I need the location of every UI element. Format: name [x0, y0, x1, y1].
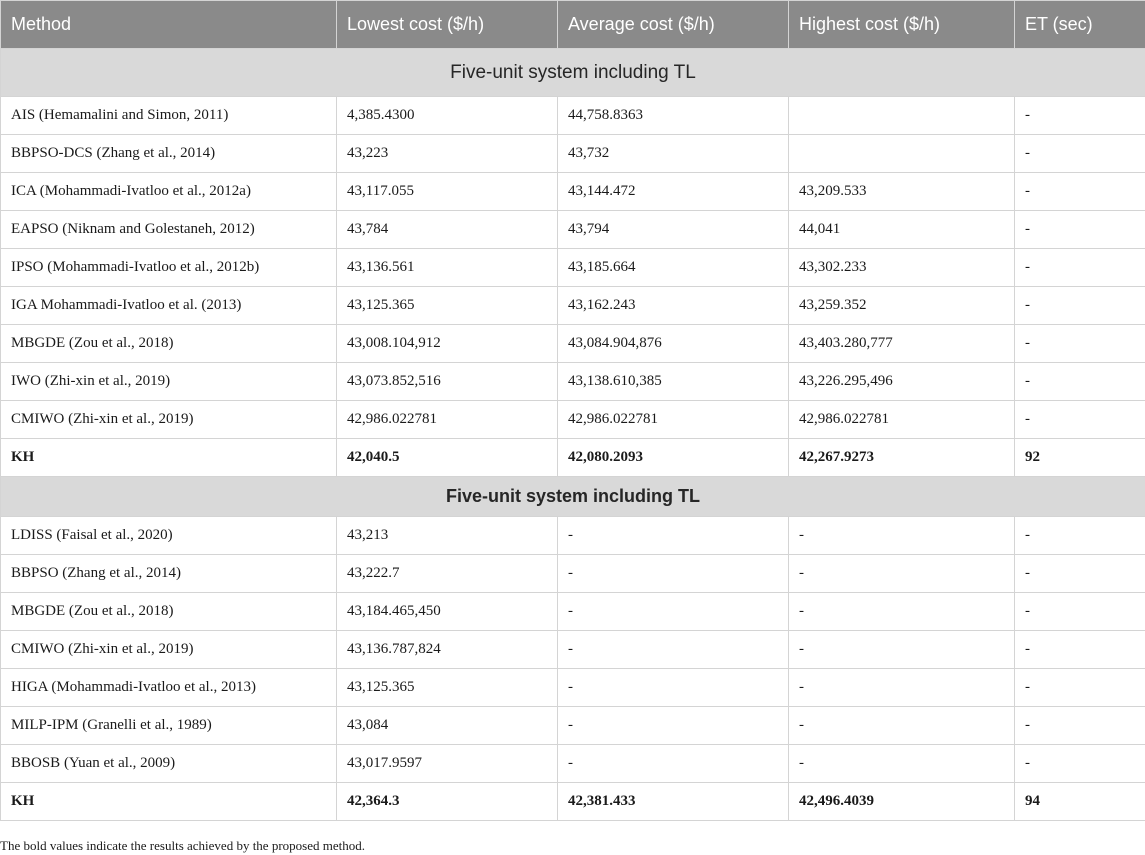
highest-cost-cell [789, 135, 1015, 173]
header-method: Method [1, 1, 337, 49]
table-header-row [1, 1, 1145, 49]
highest-cost-cell: 43,209.533 [789, 173, 1015, 211]
average-cost-cell: - [558, 631, 789, 669]
header-highest-cost: Highest cost ($/h) [789, 1, 1015, 49]
highest-cost-cell [789, 97, 1015, 135]
average-cost-cell: - [558, 669, 789, 707]
method-cell: AIS (Hemamalini and Simon, 2011) [1, 97, 337, 135]
average-cost-cell: 43,138.610,385 [558, 363, 789, 401]
highest-cost-cell: 42,496.4039 [789, 783, 1015, 821]
table-row [1, 249, 1145, 287]
average-cost-cell: 43,732 [558, 135, 789, 173]
header-et: ET (sec) [1015, 1, 1145, 49]
highest-cost-cell: 43,259.352 [789, 287, 1015, 325]
highest-cost-cell: - [789, 517, 1015, 555]
header-lowest-cost: Lowest cost ($/h) [337, 1, 558, 49]
highest-cost-cell: 42,986.022781 [789, 401, 1015, 439]
highest-cost-cell: 44,041 [789, 211, 1015, 249]
lowest-cost-cell: 43,008.104,912 [337, 325, 558, 363]
highest-cost-cell: 43,403.280,777 [789, 325, 1015, 363]
average-cost-cell: 43,162.243 [558, 287, 789, 325]
table-row [1, 707, 1145, 745]
average-cost-cell: 43,084.904,876 [558, 325, 789, 363]
table-row [1, 517, 1145, 555]
method-cell: EAPSO (Niknam and Golestaneh, 2012) [1, 211, 337, 249]
lowest-cost-cell: 43,136.787,824 [337, 631, 558, 669]
method-cell: MBGDE (Zou et al., 2018) [1, 325, 337, 363]
table-row [1, 745, 1145, 783]
et-cell: - [1015, 211, 1145, 249]
method-cell: BBPSO (Zhang et al., 2014) [1, 555, 337, 593]
table-row [1, 211, 1145, 249]
lowest-cost-cell: 43,136.561 [337, 249, 558, 287]
highest-cost-cell: - [789, 669, 1015, 707]
et-cell: - [1015, 401, 1145, 439]
et-cell: - [1015, 249, 1145, 287]
method-cell: IWO (Zhi-xin et al., 2019) [1, 363, 337, 401]
average-cost-cell: 42,381.433 [558, 783, 789, 821]
section-title: Five-unit system including TL [1, 49, 1145, 97]
et-cell: - [1015, 707, 1145, 745]
method-cell: BBPSO-DCS (Zhang et al., 2014) [1, 135, 337, 173]
section-header-row [1, 49, 1145, 97]
table-row [1, 631, 1145, 669]
et-cell: - [1015, 517, 1145, 555]
method-cell: IPSO (Mohammadi-Ivatloo et al., 2012b) [1, 249, 337, 287]
method-cell: LDISS (Faisal et al., 2020) [1, 517, 337, 555]
method-cell: KH [1, 783, 337, 821]
lowest-cost-cell: 43,223 [337, 135, 558, 173]
et-cell: - [1015, 745, 1145, 783]
table-row [1, 401, 1145, 439]
section-header-row [1, 477, 1145, 517]
method-cell: KH [1, 439, 337, 477]
table-row [1, 593, 1145, 631]
method-cell: HIGA (Mohammadi-Ivatloo et al., 2013) [1, 669, 337, 707]
highest-cost-cell: - [789, 631, 1015, 669]
table-row [1, 97, 1145, 135]
et-cell: - [1015, 287, 1145, 325]
lowest-cost-cell: 4,385.4300 [337, 97, 558, 135]
table-row [1, 783, 1145, 821]
method-cell: CMIWO (Zhi-xin et al., 2019) [1, 401, 337, 439]
table-row [1, 287, 1145, 325]
average-cost-cell: 42,986.022781 [558, 401, 789, 439]
lowest-cost-cell: 43,213 [337, 517, 558, 555]
section-title: Five-unit system including TL [1, 477, 1145, 517]
average-cost-cell: - [558, 707, 789, 745]
et-cell: - [1015, 363, 1145, 401]
lowest-cost-cell: 42,040.5 [337, 439, 558, 477]
method-cell: IGA Mohammadi-Ivatloo et al. (2013) [1, 287, 337, 325]
average-cost-cell: - [558, 517, 789, 555]
method-cell: BBOSB (Yuan et al., 2009) [1, 745, 337, 783]
lowest-cost-cell: 43,784 [337, 211, 558, 249]
table-body [1, 49, 1145, 821]
lowest-cost-cell: 43,084 [337, 707, 558, 745]
table-row [1, 363, 1145, 401]
method-cell: MILP-IPM (Granelli et al., 1989) [1, 707, 337, 745]
et-cell: 92 [1015, 439, 1145, 477]
highest-cost-cell: - [789, 555, 1015, 593]
et-cell: 94 [1015, 783, 1145, 821]
et-cell: - [1015, 97, 1145, 135]
highest-cost-cell: - [789, 707, 1015, 745]
average-cost-cell: 43,185.664 [558, 249, 789, 287]
average-cost-cell: 42,080.2093 [558, 439, 789, 477]
average-cost-cell: - [558, 555, 789, 593]
highest-cost-cell: - [789, 745, 1015, 783]
highest-cost-cell: 43,302.233 [789, 249, 1015, 287]
lowest-cost-cell: 42,364.3 [337, 783, 558, 821]
lowest-cost-cell: 43,073.852,516 [337, 363, 558, 401]
lowest-cost-cell: 43,222.7 [337, 555, 558, 593]
et-cell: - [1015, 631, 1145, 669]
highest-cost-cell: 42,267.9273 [789, 439, 1015, 477]
et-cell: - [1015, 135, 1145, 173]
average-cost-cell: 43,794 [558, 211, 789, 249]
lowest-cost-cell: 43,017.9597 [337, 745, 558, 783]
et-cell: - [1015, 325, 1145, 363]
average-cost-cell: 43,144.472 [558, 173, 789, 211]
highest-cost-cell: 43,226.295,496 [789, 363, 1015, 401]
et-cell: - [1015, 669, 1145, 707]
table-row [1, 439, 1145, 477]
et-cell: - [1015, 593, 1145, 631]
lowest-cost-cell: 43,117.055 [337, 173, 558, 211]
method-cell: ICA (Mohammadi-Ivatloo et al., 2012a) [1, 173, 337, 211]
table-row [1, 555, 1145, 593]
method-cell: CMIWO (Zhi-xin et al., 2019) [1, 631, 337, 669]
method-cell: MBGDE (Zou et al., 2018) [1, 593, 337, 631]
lowest-cost-cell: 43,184.465,450 [337, 593, 558, 631]
header-average-cost: Average cost ($/h) [558, 1, 789, 49]
et-cell: - [1015, 173, 1145, 211]
lowest-cost-cell: 43,125.365 [337, 669, 558, 707]
table-row [1, 669, 1145, 707]
table-row [1, 135, 1145, 173]
lowest-cost-cell: 42,986.022781 [337, 401, 558, 439]
lowest-cost-cell: 43,125.365 [337, 287, 558, 325]
average-cost-cell: - [558, 745, 789, 783]
table-row [1, 325, 1145, 363]
highest-cost-cell: - [789, 593, 1015, 631]
table-row [1, 173, 1145, 211]
average-cost-cell: - [558, 593, 789, 631]
table-footnote: The bold values indicate the results achieved by the proposed method. [0, 838, 365, 853]
et-cell: - [1015, 555, 1145, 593]
average-cost-cell: 44,758.8363 [558, 97, 789, 135]
